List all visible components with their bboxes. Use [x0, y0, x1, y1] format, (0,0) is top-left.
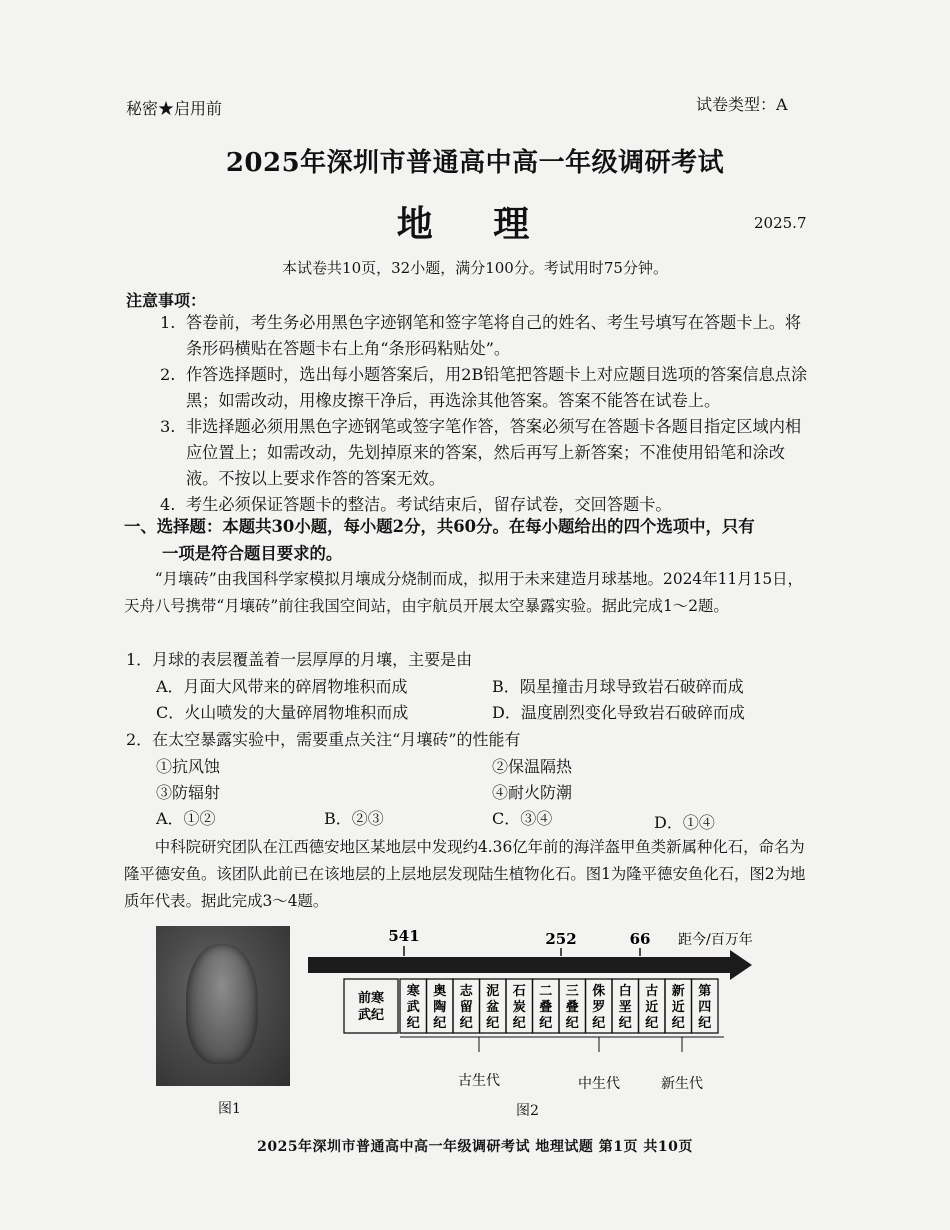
section-heading — [124, 513, 814, 567]
notice-list — [160, 310, 810, 518]
period-label: 石炭纪 — [512, 984, 526, 1031]
q2-item-2: ②保温隔热 — [492, 757, 573, 776]
period-label: 志留纪 — [459, 984, 473, 1031]
period-label: 第四纪 — [698, 984, 712, 1031]
period-label: 新近纪 — [671, 984, 685, 1031]
paper-type: 试卷类型：A — [696, 95, 788, 114]
period-label: 二叠纪 — [539, 984, 553, 1031]
tick-66: 66 — [629, 930, 651, 948]
figure-1-caption: 图1 — [218, 1101, 241, 1117]
period-label: 寒武纪 — [406, 984, 420, 1031]
notice-text: 非选择题必须用黑色字迹钢笔或签字笔作答，答案必须写在答题卡各题目指定区域内相应位置上；如需改动，先划掉原来的答案，然后再写上新答案；不准使用铅笔和涂改液。不按以上要求作答的答案无效。 — [186, 417, 802, 488]
geologic-timeline-chart — [300, 920, 780, 1095]
q2-option-c: C．③④ — [492, 809, 553, 828]
notice-num: 4. — [160, 495, 176, 514]
period-label: 泥盆纪 — [486, 984, 500, 1031]
figure-2-caption: 图2 — [516, 1103, 539, 1119]
notice-text: 考生必须保证答题卡的整洁。考试结束后，留存试卷，交回答题卡。 — [186, 495, 672, 514]
period-label: 侏罗纪 — [592, 984, 606, 1031]
q2-option-a: A．①② — [156, 809, 216, 828]
era-mesozoic: 中生代 — [578, 1076, 620, 1092]
q2-option-d: D．①④ — [654, 813, 715, 832]
time-arrow — [308, 950, 752, 980]
section-line: 一项是符合题目要求的。 — [162, 544, 343, 563]
exam-date: 2025.7 — [754, 214, 807, 232]
q2-item-1: ①抗风蚀 — [156, 757, 221, 776]
tick-252: 252 — [545, 930, 577, 948]
exam-title: 2025年深圳市普通高中高一年级调研考试 — [225, 148, 725, 178]
question-2-stem: 2．在太空暴露实验中，需要重点关注“月壤砖”的性能有 — [126, 730, 521, 749]
axis-label: 距今/百万年 — [678, 932, 753, 948]
notice-num: 3. — [160, 417, 176, 436]
notice-heading: 注意事项： — [126, 291, 207, 310]
period-precambrian: 前寒武纪 — [357, 991, 385, 1023]
passage-fossil: 中科院研究团队在江西德安地区某地层中发现约4.36亿年前的海洋盔甲鱼类新属种化石，命名为隆平德安鱼。该团队此前已在该地层的上层地层发现陆生植物化石。图1为隆平德安鱼化石，图2为地质年代表。据此完成3～4题。 — [124, 838, 806, 910]
page-footer: 2025年深圳市普通高中高一年级调研考试 地理试题 第1页 共10页 — [257, 1139, 693, 1155]
period-label: 三叠纪 — [565, 984, 579, 1031]
tick-541: 541 — [388, 927, 420, 945]
q1-option-b: B．陨星撞击月球导致岩石破碎而成 — [492, 677, 744, 696]
secret-label: 秘密★启用前 — [126, 99, 223, 118]
notice-item — [160, 414, 810, 492]
q1-option-d: D．温度剧烈变化导致岩石破碎而成 — [492, 703, 745, 722]
notice-text: 作答选择题时，选出每小题答案后，用2B铅笔把答题卡上对应题目选项的答案信息点涂黑；如需改动，用橡皮擦干净后，再选涂其他答案。答案不能答在试卷上。 — [186, 365, 808, 410]
notice-num: 2. — [160, 365, 176, 384]
question-1-stem: 1．月球的表层覆盖着一层厚厚的月壤，主要是由 — [126, 650, 473, 669]
exam-info: 本试卷共10页，32小题，满分100分。考试用时75分钟。 — [282, 259, 668, 277]
era-paleozoic: 古生代 — [458, 1073, 500, 1089]
passage-moon-brick: “月壤砖”由我国科学家模拟月壤成分烧制而成，拟用于未来建造月球基地。2024年11月15日，天舟八号携带“月壤砖”前往我国空间站，由宇航员开展太空暴露实验。据此完成1～2题。 — [124, 570, 803, 615]
period-label: 白垩纪 — [618, 984, 632, 1031]
period-boxes — [400, 979, 718, 1033]
period-label: 古近纪 — [645, 984, 659, 1031]
era-cenozoic: 新生代 — [661, 1076, 703, 1092]
section-line: 一、选择题：本题共30小题，每小题2分，共60分。在每小题给出的四个选项中，只有 — [124, 517, 755, 536]
fossil-photo — [156, 926, 290, 1086]
notice-item — [160, 362, 810, 414]
fossil-image — [186, 944, 258, 1064]
precambrian-box — [344, 979, 398, 1033]
q2-option-b: B．②③ — [324, 809, 384, 828]
notice-text: 答卷前，考生务必用黑色字迹钢笔和签字笔将自己的姓名、考生号填写在答题卡上。将条形码横贴在答题卡右上角“条形码粘贴处”。 — [186, 313, 802, 358]
notice-item — [160, 310, 810, 362]
q1-option-a: A．月面大风带来的碎屑物堆积而成 — [156, 677, 408, 696]
notice-num: 1. — [160, 313, 176, 332]
q2-item-4: ④耐火防潮 — [492, 783, 573, 802]
q2-item-3: ③防辐射 — [156, 783, 221, 802]
q1-option-c: C．火山喷发的大量碎屑物堆积而成 — [156, 703, 409, 722]
subject-title: 地 理 — [396, 203, 554, 245]
period-label: 奥陶纪 — [433, 984, 447, 1031]
